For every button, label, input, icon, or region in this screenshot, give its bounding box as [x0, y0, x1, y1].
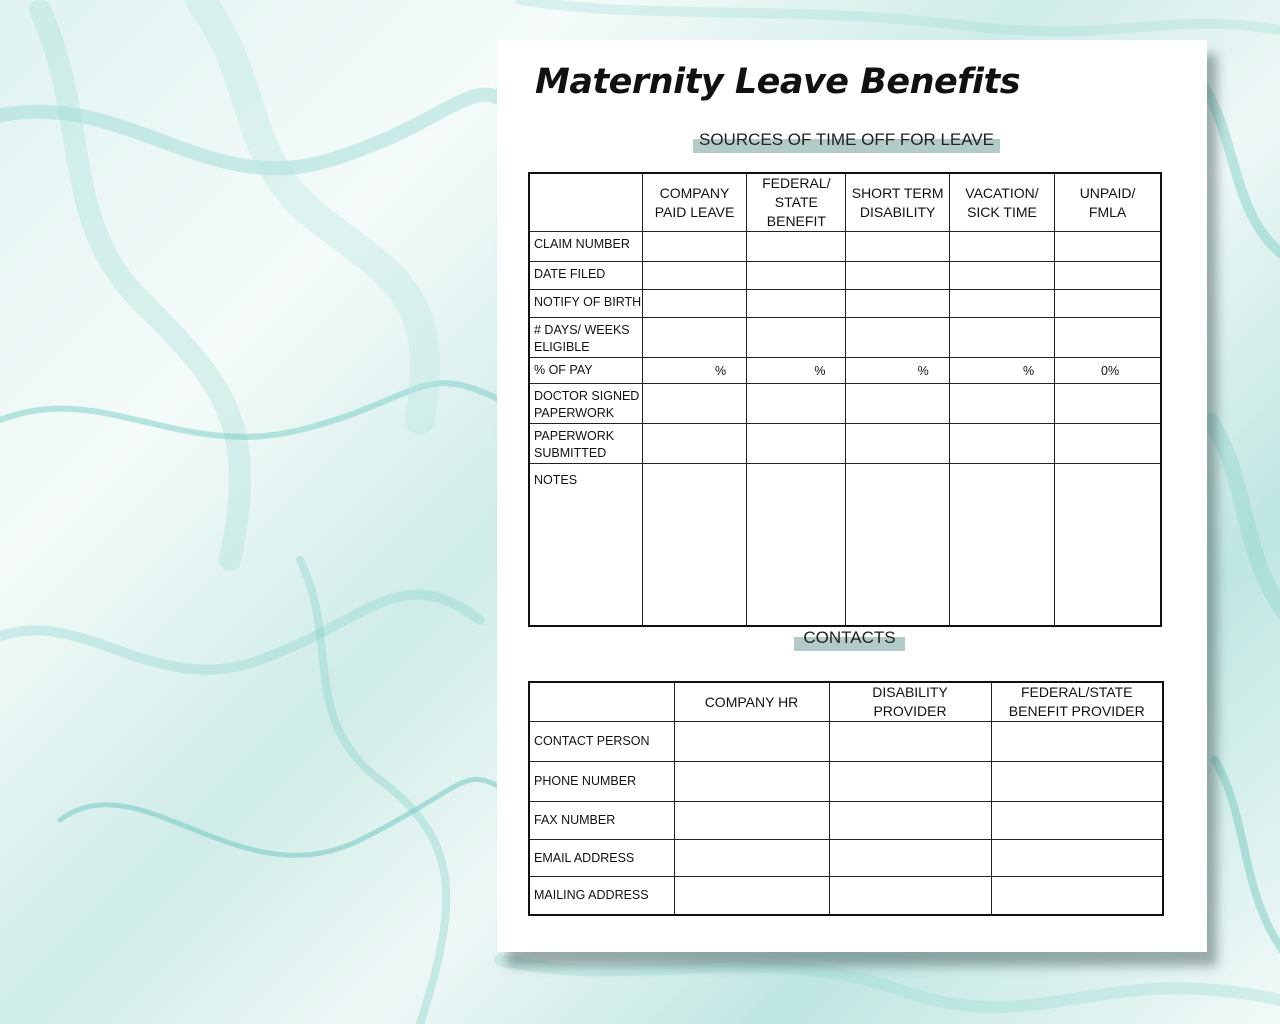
table-row: [529, 384, 1161, 424]
header-blank-cell: [529, 682, 674, 722]
input-cell[interactable]: [991, 802, 1163, 840]
pay-percent-cell[interactable]: %: [846, 358, 949, 384]
input-cell[interactable]: [1055, 262, 1161, 290]
input-cell[interactable]: [674, 802, 829, 840]
input-cell[interactable]: [642, 290, 746, 318]
row-label-notify-of-birth: NOTIFY OF BIRTH: [529, 290, 642, 318]
input-cell[interactable]: [991, 877, 1163, 915]
row-label-date-filed: DATE FILED: [529, 262, 642, 290]
input-cell[interactable]: [846, 232, 949, 262]
input-cell[interactable]: [747, 262, 846, 290]
input-cell[interactable]: [829, 877, 991, 915]
input-cell[interactable]: [949, 318, 1054, 358]
sources-table: [528, 172, 1162, 627]
row-label-notes: NOTES: [529, 464, 642, 626]
input-cell[interactable]: [1055, 318, 1161, 358]
input-cell[interactable]: [747, 424, 846, 464]
input-cell[interactable]: [747, 384, 846, 424]
sources-section-title: SOURCES OF TIME OFF FOR LEAVE: [693, 139, 1000, 153]
row-label-percent-of-pay: % OF PAY: [529, 358, 642, 384]
row-label-days-weeks-eligible: # DAYS/ WEEKS ELIGIBLE: [529, 318, 642, 358]
row-label-paperwork-submitted: PAPERWORK SUBMITTED: [529, 424, 642, 464]
col-unpaid-fmla: UNPAID/ FMLA: [1055, 173, 1161, 232]
col-federal-state-benefit-provider: FEDERAL/STATE BENEFIT PROVIDER: [991, 682, 1163, 722]
pay-percent-cell[interactable]: %: [949, 358, 1054, 384]
col-company-hr: COMPANY HR: [674, 682, 829, 722]
input-cell[interactable]: [991, 762, 1163, 802]
input-cell[interactable]: [674, 840, 829, 877]
input-cell[interactable]: [991, 722, 1163, 762]
input-cell[interactable]: [949, 290, 1054, 318]
notes-cell[interactable]: [846, 464, 949, 626]
page-title: Maternity Leave Benefits: [535, 62, 1021, 102]
row-label-doctor-signed-paperwork: DOCTOR SIGNED PAPERWORK: [529, 384, 642, 424]
input-cell[interactable]: [846, 262, 949, 290]
input-cell[interactable]: [747, 290, 846, 318]
table-row: [529, 722, 1163, 762]
input-cell[interactable]: [829, 722, 991, 762]
table-row: [529, 232, 1161, 262]
pay-percent-cell[interactable]: %: [747, 358, 846, 384]
table-row: [529, 290, 1161, 318]
table-row: [529, 424, 1161, 464]
input-cell[interactable]: [846, 424, 949, 464]
contacts-section-title: CONTACTS: [794, 637, 905, 651]
table-row: [529, 318, 1161, 358]
input-cell[interactable]: [829, 840, 991, 877]
input-cell[interactable]: [829, 802, 991, 840]
input-cell[interactable]: [674, 722, 829, 762]
contacts-table: [528, 681, 1164, 916]
input-cell[interactable]: [949, 384, 1054, 424]
notes-cell[interactable]: [1055, 464, 1161, 626]
input-cell[interactable]: [747, 318, 846, 358]
input-cell[interactable]: [846, 384, 949, 424]
input-cell[interactable]: [642, 262, 746, 290]
input-cell[interactable]: [674, 877, 829, 915]
table-header-row: [529, 682, 1163, 722]
input-cell[interactable]: [846, 290, 949, 318]
input-cell[interactable]: [949, 232, 1054, 262]
table-row: [529, 840, 1163, 877]
input-cell[interactable]: [642, 424, 746, 464]
table-row: [529, 802, 1163, 840]
table-header-row: [529, 173, 1161, 232]
pay-percent-cell[interactable]: %: [642, 358, 746, 384]
input-cell[interactable]: [949, 262, 1054, 290]
table-row: [529, 762, 1163, 802]
notes-cell[interactable]: [949, 464, 1054, 626]
input-cell[interactable]: [642, 384, 746, 424]
col-vacation-sick-time: VACATION/ SICK TIME: [949, 173, 1054, 232]
input-cell[interactable]: [1055, 384, 1161, 424]
row-label-contact-person: CONTACT PERSON: [529, 722, 674, 762]
table-row: [529, 262, 1161, 290]
worksheet-page: [497, 40, 1207, 952]
notes-cell[interactable]: [642, 464, 746, 626]
row-label-claim-number: CLAIM NUMBER: [529, 232, 642, 262]
row-label-mailing-address: MAILING ADDRESS: [529, 877, 674, 915]
notes-cell[interactable]: [747, 464, 846, 626]
row-label-email-address: EMAIL ADDRESS: [529, 840, 674, 877]
col-short-term-disability: SHORT TERM DISABILITY: [846, 173, 949, 232]
input-cell[interactable]: [1055, 424, 1161, 464]
input-cell[interactable]: [991, 840, 1163, 877]
row-label-phone-number: PHONE NUMBER: [529, 762, 674, 802]
row-label-fax-number: FAX NUMBER: [529, 802, 674, 840]
input-cell[interactable]: [1055, 232, 1161, 262]
input-cell[interactable]: [1055, 290, 1161, 318]
input-cell[interactable]: [642, 232, 746, 262]
input-cell[interactable]: [747, 232, 846, 262]
header-blank-cell: [529, 173, 642, 232]
input-cell[interactable]: [949, 424, 1054, 464]
input-cell[interactable]: [846, 318, 949, 358]
col-federal-state-benefit: FEDERAL/ STATE BENEFIT: [747, 173, 846, 232]
pay-percent-cell[interactable]: 0%: [1055, 358, 1161, 384]
table-row: [529, 358, 1161, 384]
input-cell[interactable]: [829, 762, 991, 802]
input-cell[interactable]: [642, 318, 746, 358]
table-row: [529, 464, 1161, 626]
col-disability-provider: DISABILITY PROVIDER: [829, 682, 991, 722]
table-row: [529, 877, 1163, 915]
input-cell[interactable]: [674, 762, 829, 802]
col-company-paid-leave: COMPANY PAID LEAVE: [642, 173, 746, 232]
